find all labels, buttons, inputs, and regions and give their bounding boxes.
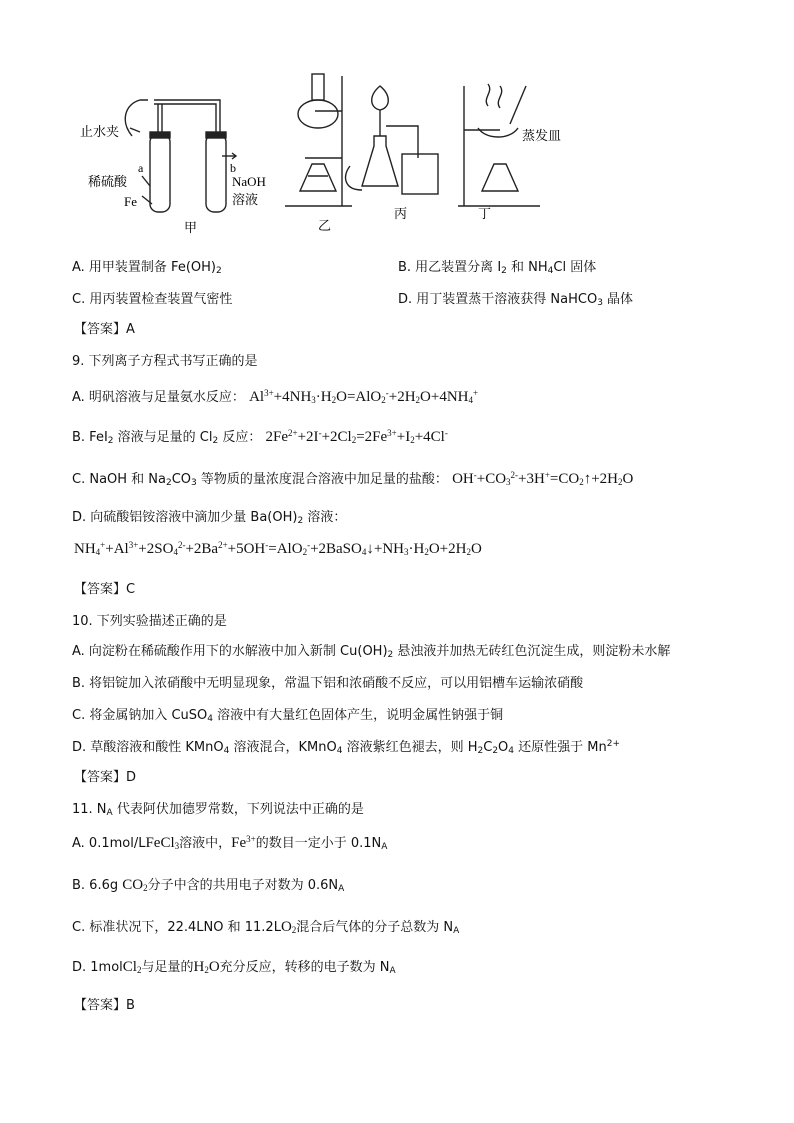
label-clamp: 止水夹 bbox=[80, 124, 120, 139]
label-fe: Fe bbox=[124, 194, 137, 209]
q10-option-c: C. 将金属钠加入 CuSO$_4$ 溶液中有大量红色固体产生，说明金属性钠强于铜 bbox=[72, 708, 504, 724]
label-a: a bbox=[138, 161, 144, 175]
q8-option-a: A. 用甲装置制备 $Fe(OH)_2$ bbox=[72, 260, 222, 276]
q9-option-d: D. 向硫酸铝铵溶液中滴加少量 $Ba(OH)_2$ 溶液： bbox=[72, 510, 347, 526]
q9-answer: 【答案】C bbox=[74, 582, 136, 597]
label-evap: 蒸发皿 bbox=[522, 128, 562, 143]
q9-option-d-equation: $NH_4^++Al^{3+}+2SO_4^{2-}+2Ba^{2+}+5OH^-=AlO_2^-+2BaSO_4↓+NH_3\cdot H_2O+2H_2O$ bbox=[74, 540, 482, 557]
q11-option-b: B. 6.6g $CO_2$分子中含的共用电子对数为 $0.6N_A$ bbox=[72, 877, 345, 894]
q11-option-c: C. 标准状况下，22.4LNO 和 $11.2LO_2$混合后气体的分子总数为 $N_A$ bbox=[72, 919, 460, 936]
q8-answer: 【答案】A bbox=[74, 322, 135, 337]
label-naoh: NaOH bbox=[232, 174, 266, 189]
q11-option-d: D. 1molCl$_2$与足量的$H_2O$充分反应，转移的电子数为 $N_A$ bbox=[72, 959, 396, 976]
label-solution: 溶液 bbox=[232, 192, 259, 207]
q11-stem: 11. $N_A$ 代表阿伏加德罗常数，下列说法中正确的是 bbox=[72, 802, 364, 818]
apparatus-figure bbox=[80, 66, 600, 238]
q9-option-c: C. NaOH 和 $Na_2CO_3$ 等物质的量浓度混合溶液中加足量的盐酸： $OH^-+CO_3^{2-}+3H^+=CO_2↑+2H_2O$ bbox=[72, 470, 634, 488]
label-b: b bbox=[230, 161, 236, 175]
label-ding: 丁 bbox=[478, 206, 492, 221]
q10-stem: 10. 下列实验描述正确的是 bbox=[72, 614, 227, 629]
q10-option-a: A. 向淀粉在稀硫酸作用下的水解液中加入新制 $Cu(OH)_2$ 悬浊液并加热无砖红色沉淀生成，则淀粉未水解 bbox=[72, 644, 671, 660]
q8-option-d: D. 用丁装置蒸干溶液获得 NaHCO$_3$ 晶体 bbox=[398, 292, 634, 308]
q10-option-b: B. 将铝锭加入浓硝酸中无明显现象，常温下铝和浓硝酸不反应，可以用铝槽车运输浓硝酸 bbox=[72, 676, 584, 691]
label-jia: 甲 bbox=[184, 220, 198, 235]
q11-answer: 【答案】B bbox=[74, 998, 135, 1013]
q9-stem: 9. 下列离子方程式书写正确的是 bbox=[72, 354, 258, 369]
label-acid: 稀硫酸 bbox=[88, 174, 128, 189]
label-yi: 乙 bbox=[318, 218, 332, 233]
q8-option-c: C. 用丙装置检查装置气密性 bbox=[72, 292, 233, 307]
q10-option-d: D. 草酸溶液和酸性 KMnO$_4$ 溶液混合，KMnO$_4$ 溶液紫红色褪去，则 $H_2C_2O_4$ 还原性强于 $Mn^{2+}$ bbox=[72, 739, 621, 756]
q8-option-b: B. 用乙装置分离 $I_2$ 和 $NH_4Cl$ 固体 bbox=[398, 260, 597, 276]
q9-option-a: A. 明矾溶液与足量氨水反应： $Al^{3+}+4NH_3\cdot H_2O=AlO_2^-+2H_2O+4NH_4^+$ bbox=[72, 388, 479, 405]
q9-option-b: B. FeI$_2$ 溶液与足量的 $Cl_2$ 反应： $2Fe^{2+}+2I^-+2Cl_2=2Fe^{3+}+I_2+4Cl^-$ bbox=[72, 428, 448, 446]
q10-answer: 【答案】D bbox=[74, 770, 137, 785]
q11-option-a: A. 0.1mol/LFeCl$_3$溶液中，$Fe^{3+}$的数目一定小于 $0.1N_A$ bbox=[72, 834, 388, 852]
label-bing: 丙 bbox=[394, 206, 408, 221]
